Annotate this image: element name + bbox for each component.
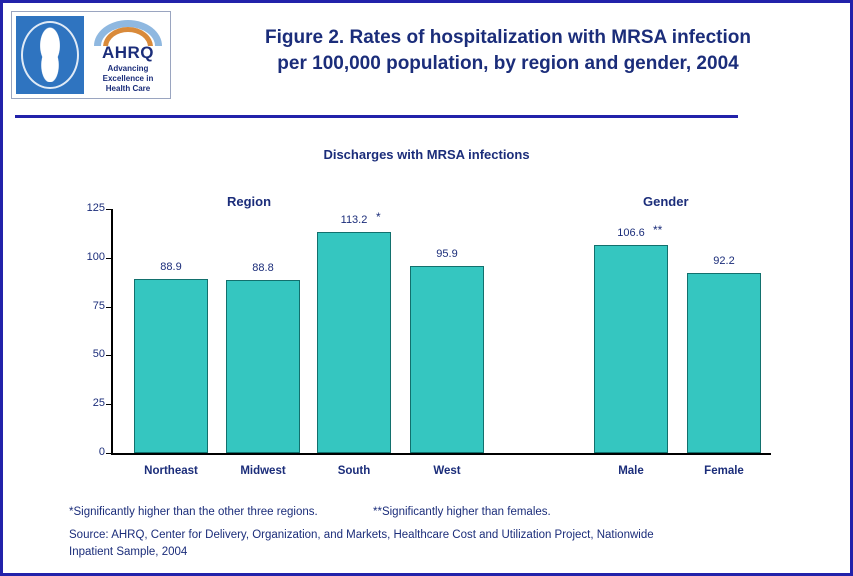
bar-value-label: 113.2 (340, 214, 368, 227)
footnote-gender-significance: **Significantly higher than females. (373, 506, 551, 518)
ahrq-tagline-line1: Advancing (107, 64, 149, 73)
bar-value-label: 88.8 (252, 261, 274, 274)
significance-marker: * (376, 210, 381, 225)
footnote-region-significance: *Significantly higher than the other three regions. (69, 506, 318, 518)
hhs-seal-icon (16, 16, 84, 94)
bar (594, 245, 668, 453)
x-axis-category-label: West (433, 465, 461, 477)
bar-value-label: 106.6 (617, 226, 645, 239)
x-axis (111, 453, 771, 455)
source-line1: Source: AHRQ, Center for Delivery, Organization, and Markets, Healthcare Cost and Utilization Project, Nationwide (69, 529, 654, 541)
y-axis-tick-mark (106, 209, 111, 210)
page-title (183, 25, 833, 77)
bar (687, 273, 761, 453)
y-axis-tick-label: 100 (86, 250, 105, 263)
x-axis-category-label: Midwest (240, 465, 286, 477)
page-title-line2: per 100,000 population, by region and gender, 2004 (277, 53, 739, 74)
bar (317, 232, 391, 453)
ahrq-tagline-line3: Health Care (105, 84, 151, 93)
header-divider (15, 115, 738, 118)
bar-value-label: 92.2 (713, 255, 735, 268)
y-axis-tick-mark (106, 355, 111, 356)
source-note (69, 527, 769, 561)
y-axis-tick-label: 75 (92, 299, 105, 312)
bar (134, 279, 208, 453)
bar-value-label: 88.9 (160, 261, 182, 274)
x-axis-category-label: Female (704, 465, 744, 477)
x-axis-category-label: South (337, 465, 371, 477)
y-axis-tick-label: 50 (92, 348, 105, 361)
group-label-region: Region (227, 194, 272, 209)
group-label-gender: Gender (643, 194, 689, 209)
ahrq-tagline (88, 64, 168, 94)
bar (226, 280, 300, 453)
ahrq-wordmark: AHRQ (101, 43, 155, 62)
y-axis-tick-label: 25 (92, 397, 105, 410)
chart-subtitle: Discharges with MRSA infections (323, 147, 530, 162)
x-axis-category-label: Northeast (144, 465, 198, 477)
x-axis-category-label: Male (618, 465, 644, 477)
y-axis-tick-mark (106, 258, 111, 259)
bar-chart-plot (86, 202, 771, 477)
y-axis-tick-label: 125 (86, 202, 105, 214)
y-axis-tick-mark (106, 404, 111, 405)
agency-logo (11, 11, 171, 99)
y-axis-tick-mark (106, 453, 111, 454)
y-axis-tick-label: 0 (98, 446, 105, 458)
bar (410, 266, 484, 453)
page-title-line1: Figure 2. Rates of hospitalization with MRSA infection (265, 27, 751, 48)
figure-header (3, 3, 850, 107)
rainbow-arc-icon (91, 18, 165, 46)
y-axis-tick-mark (106, 307, 111, 308)
significance-marker: ** (653, 222, 663, 237)
ahrq-tagline-line2: Excellence in (102, 74, 154, 83)
y-axis (111, 209, 113, 455)
ahrq-logo (88, 18, 168, 94)
bar-value-label: 95.9 (436, 247, 458, 260)
source-line2: Inpatient Sample, 2004 (69, 546, 188, 558)
